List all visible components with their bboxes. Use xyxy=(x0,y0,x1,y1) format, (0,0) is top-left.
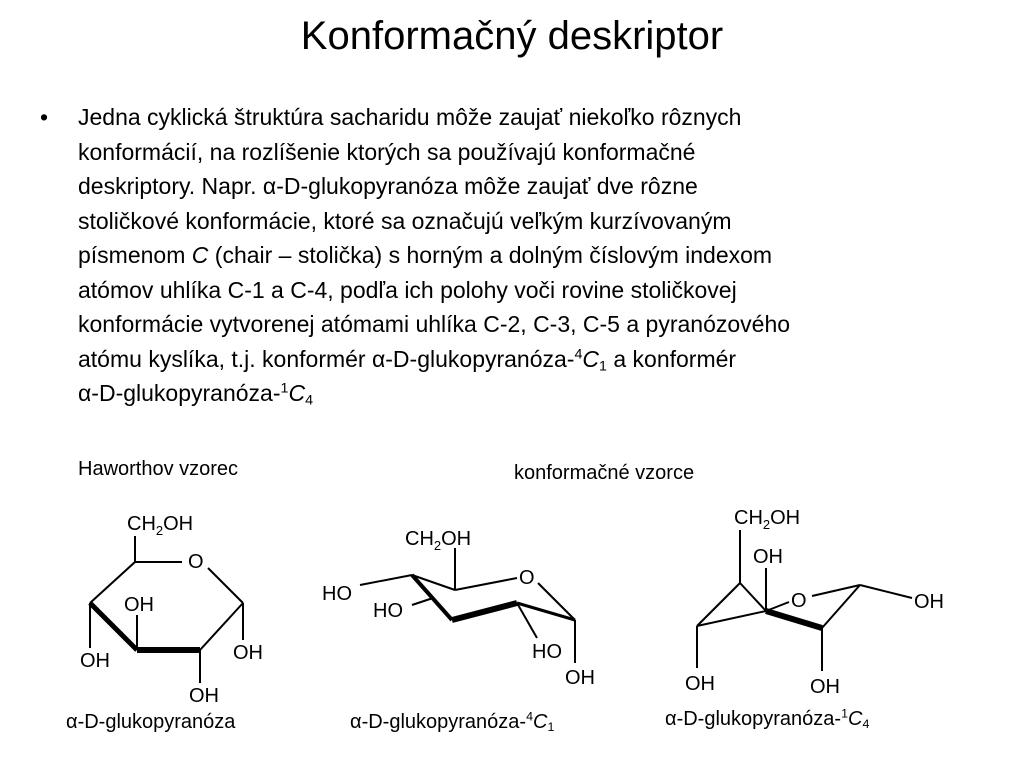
haworth-ch2oh-label: $CH_2OH$ xyxy=(127,513,194,538)
bond-bold xyxy=(766,611,822,628)
haworth-formula xyxy=(90,536,243,683)
superscript: 4 xyxy=(526,709,533,724)
chair1c4-ch2oh-label: $CH_2OH$ xyxy=(734,507,801,532)
bond xyxy=(412,598,433,605)
text-fragment: písmenom xyxy=(78,242,186,268)
chair1c4-oh-c2: OH xyxy=(810,676,840,698)
page-title: Konformačný deskriptor xyxy=(300,14,724,58)
chair-symbol: C xyxy=(288,380,306,406)
subscript: 1 xyxy=(599,358,607,375)
haworth-heading: Haworthov vzorec xyxy=(78,458,239,480)
text-fragment: α-D-glukopyranóza- xyxy=(78,380,281,406)
bond xyxy=(208,568,243,603)
chair1c4-oh-c3: OH xyxy=(685,673,715,695)
text-fragment: (chair – stolička) s horným a dolným číslovým indexom xyxy=(208,242,773,268)
superscript: 4 xyxy=(574,345,583,362)
bond xyxy=(740,583,766,611)
text-line: Jedna cyklická štruktúra sacharidu môže zaujať niekoľko rôznych xyxy=(78,104,742,130)
chair-symbol: C xyxy=(191,242,209,268)
chair4c1-ho-c4: HO xyxy=(322,583,352,605)
chair-symbol: C xyxy=(532,711,548,733)
haworth-oh-c2: OH xyxy=(189,685,219,707)
bond xyxy=(455,578,517,590)
bond xyxy=(860,585,912,598)
text-line: konformácie vytvorenej atómami uhlíka C-2, C-3, C-5 a pyranózového xyxy=(78,311,791,337)
bullet-marker: • xyxy=(40,104,49,130)
chair-symbol: C xyxy=(582,345,600,372)
haworth-oh-c3: OH xyxy=(124,594,154,616)
chair4c1-ch2oh-label: $CH_2OH$ xyxy=(405,528,472,553)
text-fragment: atómu kyslíka, t.j. konformér α-D-glukopyranóza- xyxy=(78,345,575,372)
chair1c4-oh-c4: OH xyxy=(753,546,783,568)
caption-text: α-D-glukopyranóza- xyxy=(350,711,527,733)
chair4c1-oh-c1: OH xyxy=(565,667,595,689)
caption-text: α-D-glukopyranóza- xyxy=(665,708,842,730)
chair4c1-ho-c2: HO xyxy=(532,641,562,663)
caption-chair-4c1 xyxy=(350,711,554,734)
chair4c1-ring-oxygen: O xyxy=(519,567,535,589)
text-line: atómov uhlíka C-1 a C-4, podľa ich polohy voči rovine stoličkovej xyxy=(78,276,737,303)
text-line: konformácií, na rozlíšenie ktorých sa používajú konformačné xyxy=(78,138,696,165)
chair1c4-ring-oxygen: O xyxy=(791,590,807,612)
caption-haworth: α-D-glukopyranóza xyxy=(66,711,236,733)
chair1c4-oh-c1: OH xyxy=(914,591,944,613)
bond-bold xyxy=(452,603,517,620)
subscript: 4 xyxy=(305,392,313,409)
superscript: 1 xyxy=(280,380,289,397)
text-fragment: a konformér xyxy=(606,345,737,372)
haworth-oh-c4: OH xyxy=(80,650,110,672)
bond xyxy=(360,575,412,585)
chair-symbol: C xyxy=(847,708,863,730)
text-line: stoličkové konformácie, ktoré sa označujú veľkým kurzívovaným xyxy=(78,207,732,234)
caption-chair-1c4 xyxy=(665,708,869,731)
haworth-oh-c1: OH xyxy=(233,642,263,664)
text-line: deskriptory. Napr. α-D-glukopyranóza môže zaujať dve rôzne xyxy=(78,173,698,199)
bond xyxy=(697,611,766,626)
haworth-ring-oxygen: O xyxy=(188,551,204,573)
subscript: 4 xyxy=(862,717,870,732)
subscript: 1 xyxy=(547,720,555,735)
bond xyxy=(697,583,740,626)
superscript: 1 xyxy=(841,706,848,721)
chair4c1-ho-c3: HO xyxy=(373,600,403,622)
conformational-heading: konformačné vzorce xyxy=(514,462,695,484)
